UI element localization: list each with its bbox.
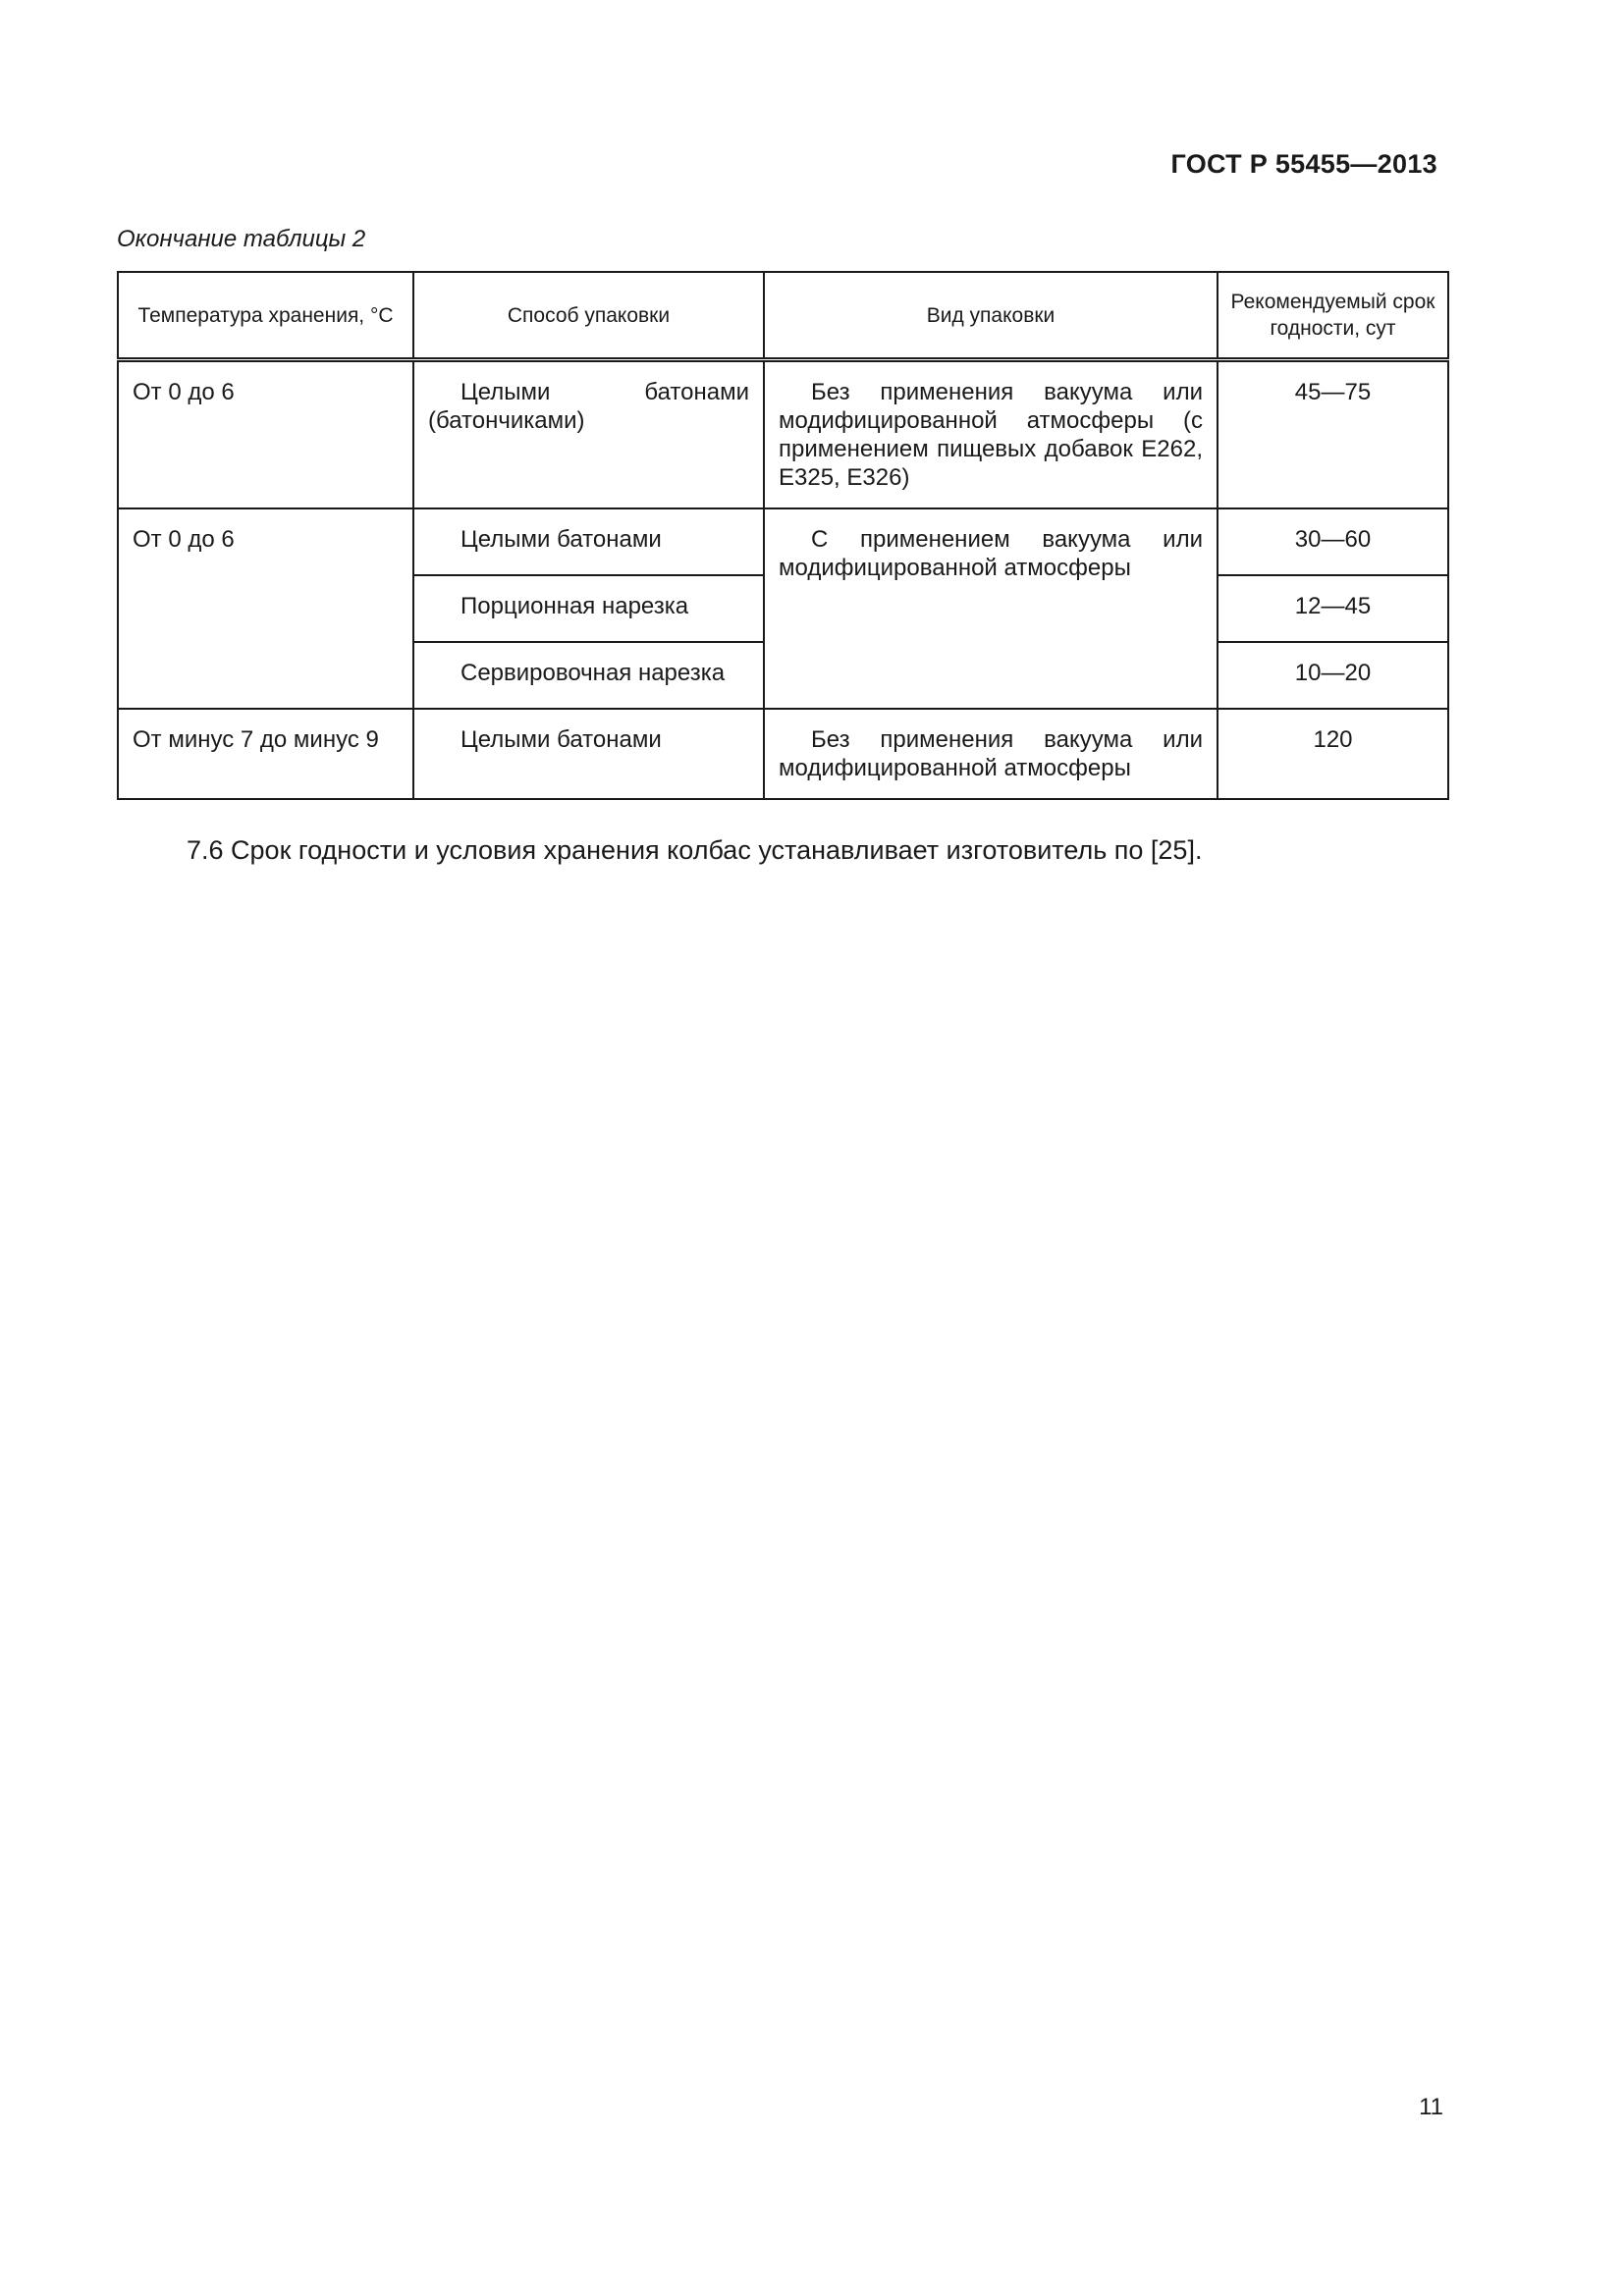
cell-shelf-life: 45—75 — [1218, 360, 1448, 509]
table-header-row — [118, 272, 1448, 360]
column-header-temperature: Температура хранения, °С — [118, 272, 413, 360]
column-header-method: Способ упаковки — [413, 272, 764, 360]
cell-packaging — [764, 709, 1218, 799]
cell-method: Целыми батонами — [413, 709, 764, 799]
shelf-life-table — [117, 271, 1449, 800]
cell-method: Сервировочная нарезка — [413, 642, 764, 709]
cell-method: Целыми батонами — [413, 508, 764, 575]
cell-shelf-life: 120 — [1218, 709, 1448, 799]
cell-packaging — [764, 360, 1218, 509]
table-row — [118, 508, 1448, 575]
cell-packaging-text: С применением вакуума или модифицированной атмосферы — [779, 526, 1203, 581]
cell-packaging-text: Без применения вакуума или модифицированной атмосферы (с применением пищевых добавок Е262, Е325, Е326) — [779, 379, 1203, 491]
paragraph-7-6: 7.6 Срок годности и условия хранения колбас устанавливает изготовитель по [25]. — [187, 835, 1203, 865]
table-row — [118, 360, 1448, 509]
cell-method: Порционная нарезка — [413, 575, 764, 642]
table-caption: Окончание таблицы 2 — [117, 226, 366, 252]
cell-packaging-text: Без применения вакуума или модифицированной атмосферы — [779, 726, 1203, 781]
page-number: 11 — [1419, 2094, 1443, 2120]
cell-temperature: От 0 до 6 — [118, 360, 413, 509]
cell-temperature: От минус 7 до минус 9 — [118, 709, 413, 799]
cell-method — [413, 360, 764, 509]
cell-method-text: Целыми батонами (батончиками) — [428, 379, 749, 434]
cell-packaging — [764, 508, 1218, 709]
cell-temperature: От 0 до 6 — [118, 508, 413, 709]
column-header-shelf-life: Рекомендуемый срок годности, сут — [1218, 272, 1448, 360]
document-code: ГОСТ Р 55455—2013 — [1170, 149, 1437, 179]
table-row — [118, 709, 1448, 799]
cell-shelf-life: 10—20 — [1218, 642, 1448, 709]
column-header-packaging: Вид упаковки — [764, 272, 1218, 360]
cell-shelf-life: 30—60 — [1218, 508, 1448, 575]
cell-shelf-life: 12—45 — [1218, 575, 1448, 642]
